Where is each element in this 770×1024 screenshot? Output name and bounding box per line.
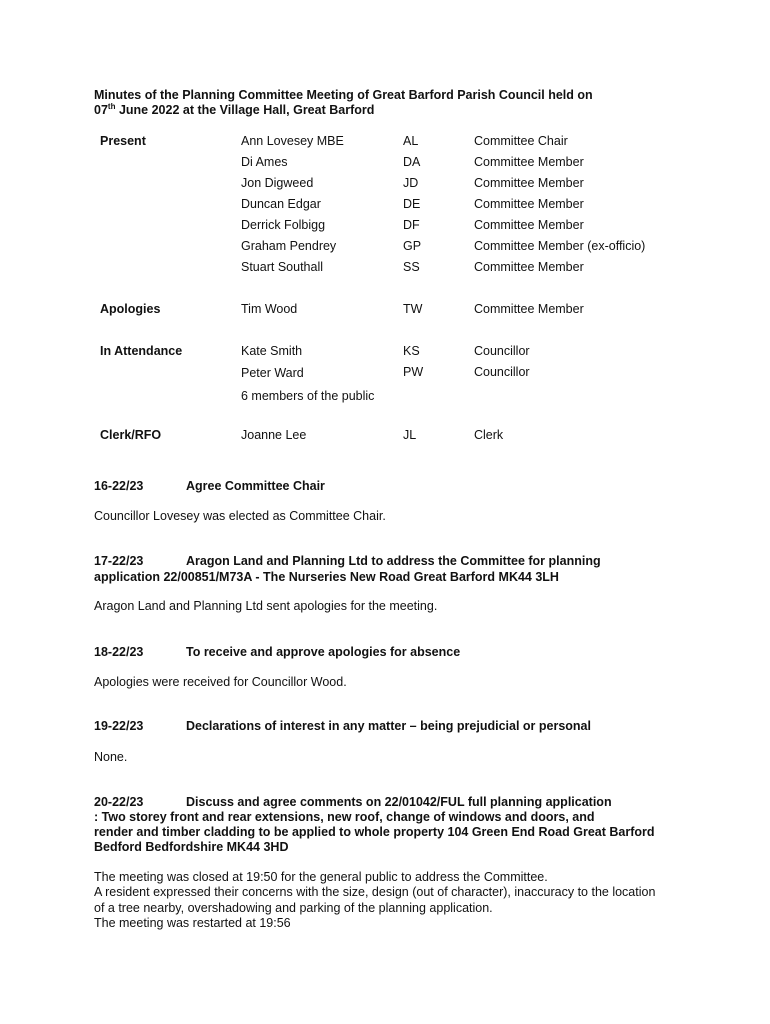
item-heading: Agree Committee Chair [186,479,325,493]
item-heading: Aragon Land and Planning Ltd to address the Committee for planning [186,554,601,568]
attendee-initials: JL [403,428,417,442]
attendee-name: Peter Ward [241,366,304,380]
title-superscript: th [107,101,116,111]
item-number: 17-22/23 [94,554,144,568]
attendee-name: Stuart Southall [241,260,323,274]
clerk-label: Clerk/RFO [100,428,162,442]
attendee-name: Duncan Edgar [241,197,321,211]
present-label: Present [100,134,146,148]
attendee-role: Committee Member [474,260,584,274]
item-heading: To receive and approve apologies for absence [186,645,461,659]
attendee-role: Committee Member [474,155,584,169]
attendee-initials: AL [403,134,419,148]
in-attendance-label: In Attendance [100,344,183,358]
item-number: 19-22/23 [94,719,144,733]
attendee-initials: KS [403,344,420,358]
item-heading-line-4: Bedford Bedfordshire MK44 3HD [94,840,289,854]
title-line-2 [94,103,694,118]
item-body: Aragon Land and Planning Ltd sent apologies for the meeting. [94,599,438,613]
attendee-role: Committee Member [474,197,584,211]
item-body-line: The meeting was closed at 19:50 for the general public to address the Committee. [94,870,548,884]
attendee-initials: GP [403,239,422,253]
attendee-initials: DE [403,197,421,211]
item-heading-line-3: render and timber cladding to be applied to whole property 104 Green End Road Great Barford [94,825,655,839]
title-line-2-rest: June 2022 at the Village Hall, Great Barford [115,103,375,117]
attendee-name: Di Ames [241,155,288,169]
attendee-role: Councillor [474,365,530,379]
title-line-1: Minutes of the Planning Committee Meeting of Great Barford Parish Council held on [94,88,593,102]
attendee-initials: JD [403,176,419,190]
attendee-name: Derrick Folbigg [241,218,326,232]
attendee-role: Committee Chair [474,134,568,148]
item-body-line: A resident expressed their concerns with the size, design (out of character), inaccuracy to the location [94,885,656,899]
attendee-name: Ann Lovesey MBE [241,134,344,148]
attendee-initials: PW [403,365,424,379]
attendee-name: Joanne Lee [241,428,307,442]
document-title [94,88,694,118]
attendee-role: Committee Member [474,176,584,190]
item-number: 16-22/23 [94,479,144,493]
public-note: 6 members of the public [241,389,375,403]
item-body: None. [94,750,128,764]
attendee-role: Committee Member [474,218,584,232]
attendee-initials: DA [403,155,421,169]
attendee-initials: SS [403,260,420,274]
attendee-name: Graham Pendrey [241,239,337,253]
apologies-label: Apologies [100,302,161,316]
attendee-initials: DF [403,218,420,232]
attendee-name: Kate Smith [241,344,303,358]
attendee-name: Tim Wood [241,302,298,316]
attendee-role: Councillor [474,344,530,358]
item-heading-line-2: application 22/00851/M73A - The Nurseries New Road Great Barford MK44 3LH [94,570,559,584]
attendee-name: Jon Digweed [241,176,314,190]
title-day: 07 [94,103,108,117]
attendee-role: Clerk [474,428,504,442]
item-number: 20-22/23 [94,795,144,809]
item-body: Councillor Lovesey was elected as Committee Chair. [94,509,386,523]
attendee-role: Committee Member [474,302,584,316]
item-number: 18-22/23 [94,645,144,659]
item-heading: Discuss and agree comments on 22/01042/FUL full planning application [186,795,612,809]
item-body: Apologies were received for Councillor Wood. [94,675,347,689]
item-heading-line-2: : Two storey front and rear extensions, new roof, change of windows and doors, and [94,810,595,824]
attendee-initials: TW [403,302,423,316]
item-body-line: The meeting was restarted at 19:56 [94,916,291,930]
attendee-role: Committee Member (ex-officio) [474,239,646,253]
item-body-line: of a tree nearby, overshadowing and parking of the planning application. [94,901,493,915]
item-heading: Declarations of interest in any matter – being prejudicial or personal [186,719,591,733]
